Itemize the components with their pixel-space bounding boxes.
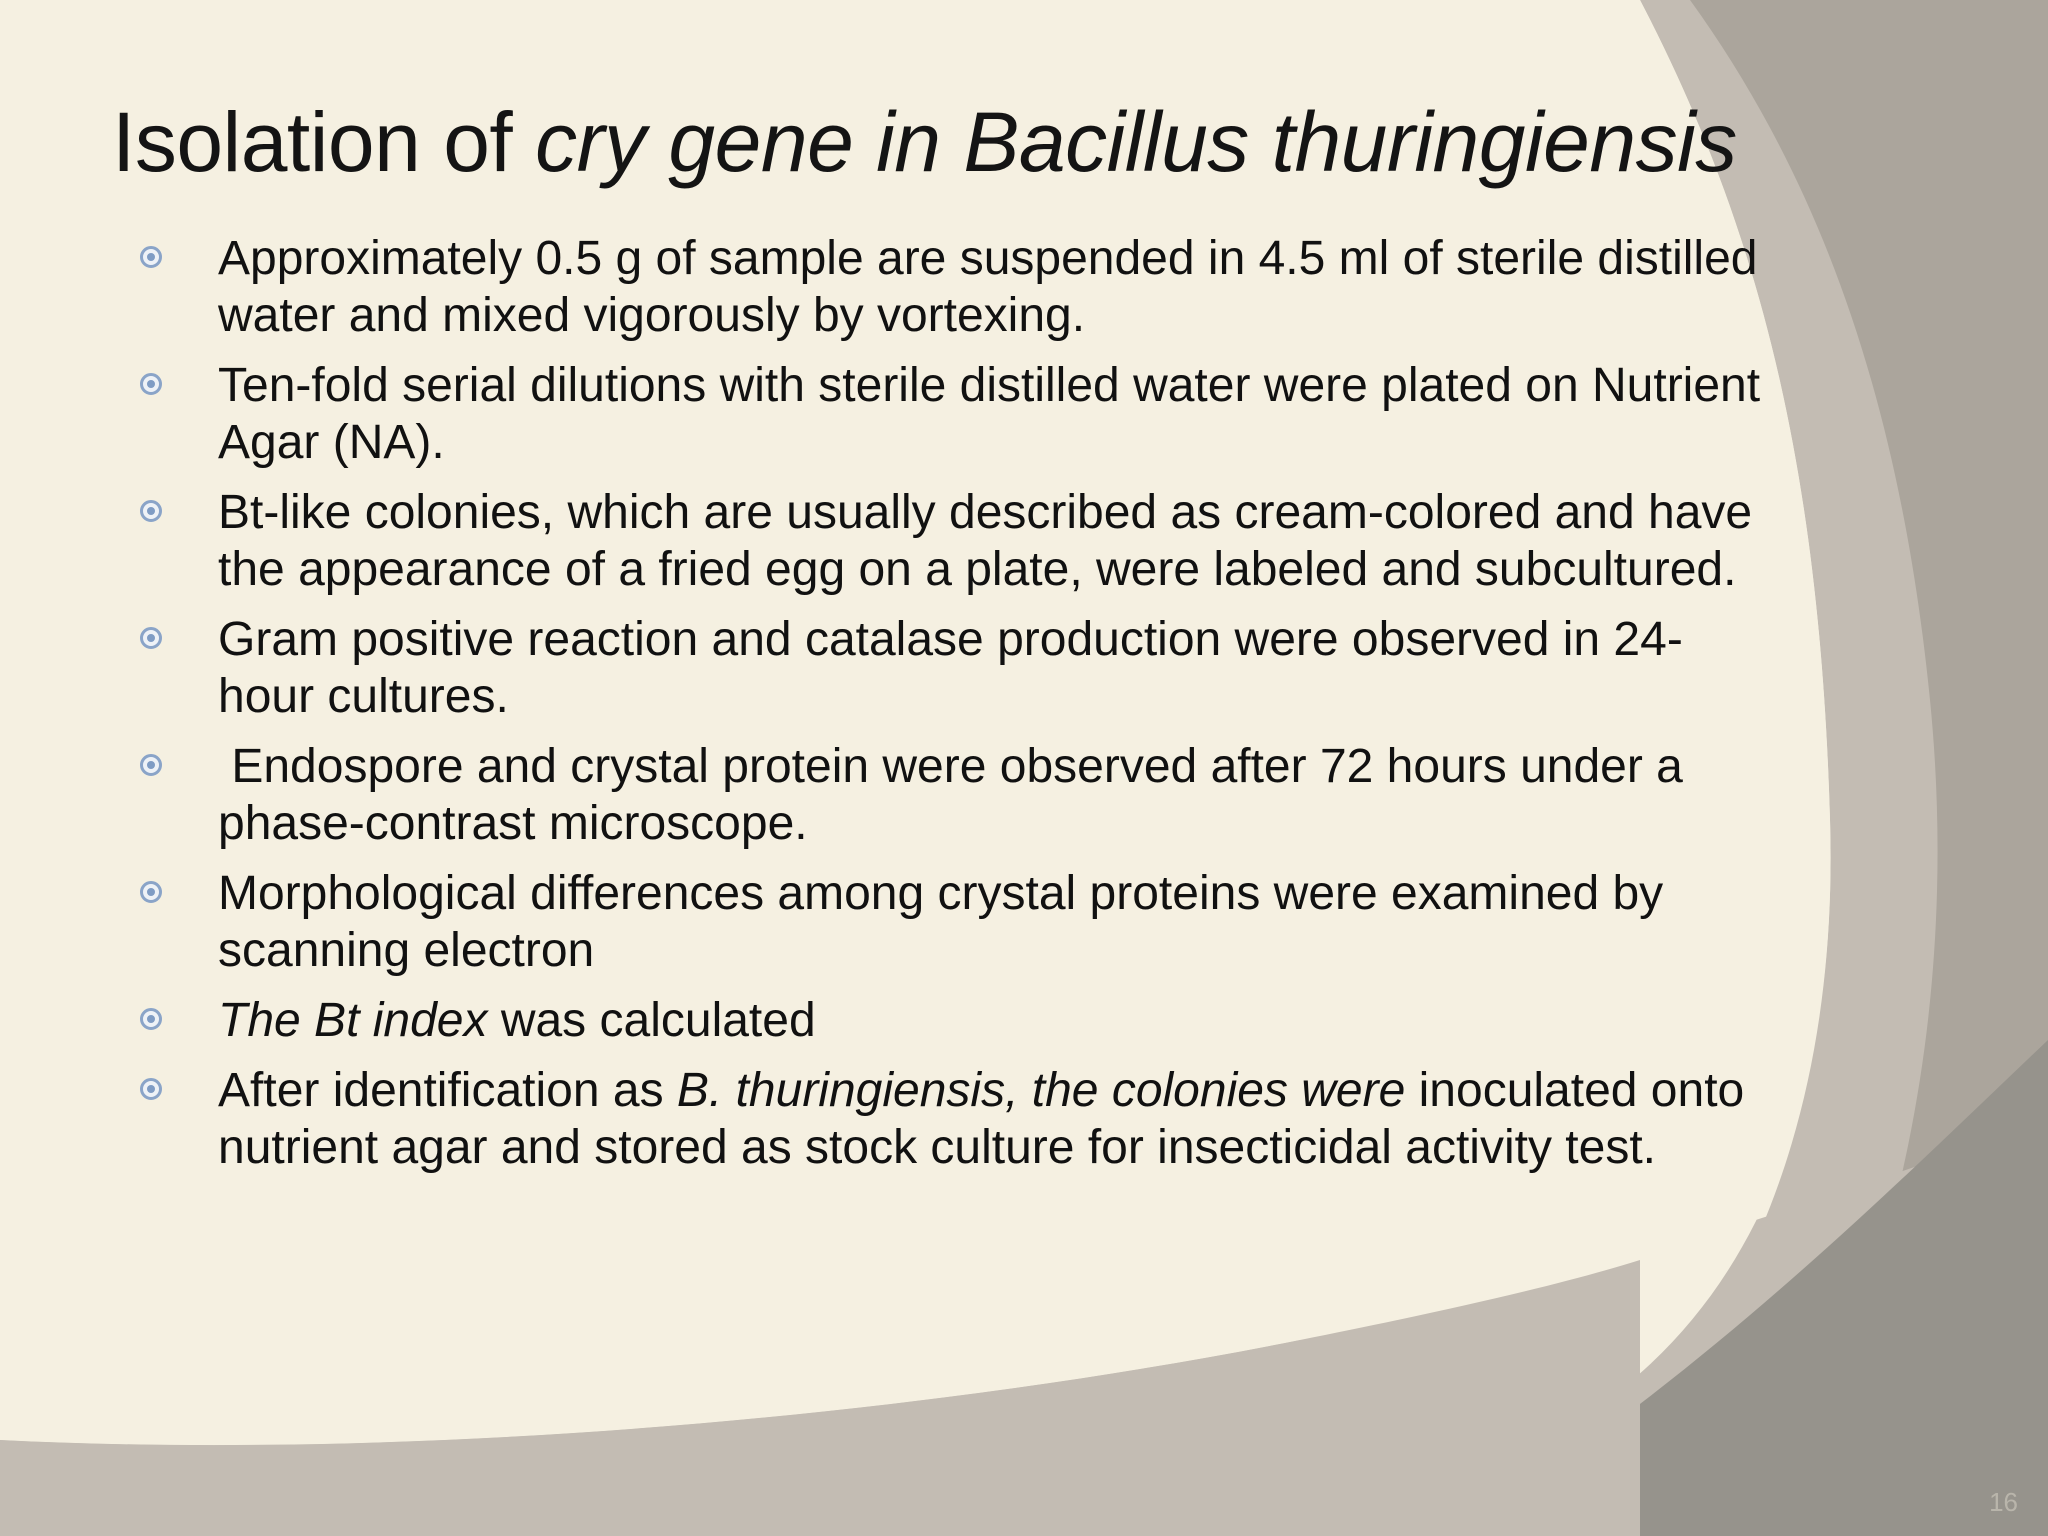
bullet-item	[132, 484, 1772, 598]
bullet-text: Endospore and crystal protein were observed after 72 hours under a phase-contrast microscope.	[218, 740, 1697, 850]
bullet-item	[132, 611, 1772, 725]
bullet-text: Morphological differences among crystal proteins were examined by scanning electron	[218, 867, 1664, 977]
bullet-text: Ten-fold serial dilutions with sterile distilled water were plated on Nutrient Agar (NA).	[218, 359, 1761, 469]
target-bullet-icon	[140, 881, 162, 903]
bullet-list	[132, 230, 1772, 1189]
bullet-text-italic: B. thuringiensis, the colonies were	[676, 1064, 1406, 1117]
target-bullet-icon	[140, 1078, 162, 1100]
bullet-item	[132, 1062, 1772, 1176]
bullet-text: Bt-like colonies, which are usually described as cream-colored and have the appearance of a fried egg on a plate, were labeled and subcultured.	[218, 486, 1753, 596]
target-bullet-icon	[140, 373, 162, 395]
bullet-item	[132, 230, 1772, 344]
target-bullet-icon	[140, 754, 162, 776]
bullet-item	[132, 738, 1772, 852]
bullet-text-italic: The Bt index	[218, 994, 488, 1047]
bullet-text: After identification as	[218, 1064, 677, 1117]
bullet-item	[132, 865, 1772, 979]
title-italic: cry gene in Bacillus thuringiensis	[535, 95, 1737, 189]
bullet-text: Gram positive reaction and catalase production were observed in 24-hour cultures.	[218, 613, 1683, 723]
bullet-text: Approximately 0.5 g of sample are suspended in 4.5 ml of sterile distilled water and mixed vigorously by vortexing.	[218, 232, 1758, 342]
target-bullet-icon	[140, 500, 162, 522]
page-number: 16	[1989, 1487, 2018, 1517]
target-bullet-icon	[140, 627, 162, 649]
slide-title	[112, 92, 1737, 192]
bullet-item	[132, 357, 1772, 471]
bullet-text: was calculated	[487, 994, 816, 1047]
target-bullet-icon	[140, 246, 162, 268]
bullet-item	[132, 992, 1772, 1049]
bullet-text: inoculated onto nutrient agar and stored as stock culture for insecticidal activity test.	[218, 1064, 1745, 1174]
target-bullet-icon	[140, 1008, 162, 1030]
title-normal: Isolation of	[112, 95, 536, 189]
